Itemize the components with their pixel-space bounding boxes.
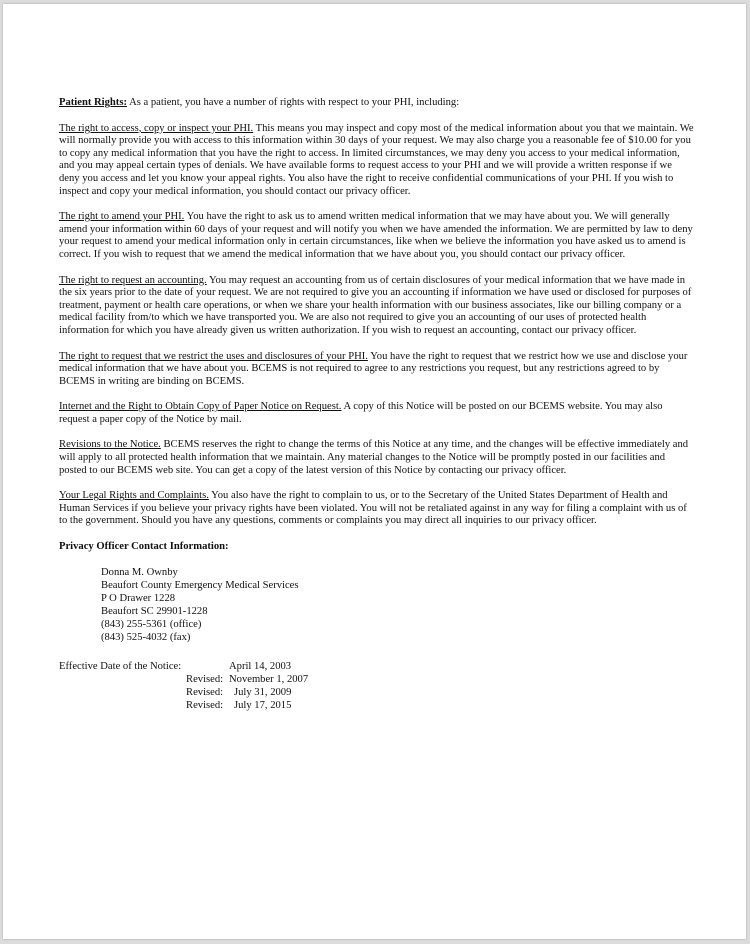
section-body: BCEMS reserves the right to change the terms of this Notice at any time, and the changes will be effective immediately and will apply to all protected health information that we maintain. Any material changes to the Notice will be promptly posted in our facilities and posted to our BCEMS web site. You can get a copy of the latest version of this Notice by contacting our privacy officer. — [59, 439, 689, 476]
section-title: The right to amend your PHI. — [59, 211, 185, 223]
section-amend — [59, 211, 695, 261]
section-access — [59, 123, 695, 199]
contact-phone-office: (843) 255-5361 (office) — [101, 618, 202, 630]
contact-address: P O Drawer 1228 — [101, 592, 176, 604]
patient-rights-intro — [59, 97, 695, 110]
section-body: A copy of this Notice will be posted on our BCEMS website. You may also request a paper copy of the Notice by mail. — [59, 401, 663, 425]
section-title: Your Legal Rights and Complaints. — [59, 490, 209, 502]
section-complaints — [59, 490, 695, 528]
patient-rights-label: Patient Rights: — [59, 97, 127, 108]
section-body: You have the right to request that we restrict how we use and disclose your medical information that we have about you. BCEMS is not required to agree to any restrictions you request, but any restrictions agreed to by BCEMS in writing are binding on BCEMS. — [59, 350, 688, 387]
document-page — [3, 4, 746, 939]
section-restrict — [59, 351, 695, 389]
section-title: The right to request that we restrict the uses and disclosures of your PHI. — [59, 350, 368, 362]
section-revisions — [59, 439, 695, 477]
section-title: The right to request an accounting. — [59, 274, 207, 286]
section-title: The right to access, copy or inspect your PHI. — [59, 122, 254, 134]
patient-rights-text: As a patient, you have a number of rights with respect to your PHI, including: — [129, 97, 460, 108]
revised-label: Revised: — [186, 699, 224, 711]
section-body: You have the right to ask us to amend written medical information that we may have about you. We will generally amend your information within 60 days of your request and will notify you when we have amended the information. We are permitted by law to deny your request to amend your medical information only in certain circumstances, like when we believe the information you have asked us to amend is correct. If you wish to request that we amend the medical information that we have about you, you should contact our privacy officer. — [59, 211, 693, 260]
revised-date: July 31, 2009 — [234, 686, 292, 698]
effective-dates — [59, 660, 695, 712]
contact-heading: Privacy Officer Contact Information: — [59, 541, 229, 553]
notice-content — [59, 97, 695, 712]
section-body: You may request an accounting from us of certain disclosures of your medical information that we have made in the six years prior to the date of your request. We are not required to give you an accounting if information we have used or disclosed for purposes of treatment, payment or health care operations, or when we share your health information with our business associates, like our billing company or a medical facility from/to which we have transported you. We are also not required to give you an accounting of our uses of protected health information for which you have already given us written authorization. If you wish to request an accounting, contact our privacy officer. — [59, 274, 692, 336]
revised-date: November 1, 2007 — [229, 673, 309, 685]
section-internet — [59, 401, 695, 426]
contact-phone-fax: (843) 525-4032 (fax) — [101, 631, 191, 643]
section-accounting — [59, 275, 695, 338]
section-body: You also have the right to complain to us, or to the Secretary of the United States Department of Health and Human Services if you believe your privacy rights have been violated. You will not be retaliated against in any way for filing a complaint with us of to the government. Should you have any questions, comments or complaints you may direct all inquiries to our privacy officer. — [59, 490, 687, 527]
contact-name: Donna M. Ownby — [101, 566, 178, 578]
contact-organization: Beaufort County Emergency Medical Services — [101, 579, 299, 591]
section-title: Revisions to the Notice. — [59, 439, 161, 451]
revised-date: July 17, 2015 — [234, 699, 292, 711]
revised-label: Revised: — [186, 686, 224, 698]
effective-date-value: April 14, 2003 — [229, 660, 292, 672]
contact-block — [101, 566, 695, 644]
revised-label: Revised: — [186, 673, 224, 685]
section-body: This means you may inspect and copy most of the medical information about you that we maintain. We will normally provide you with access to this information within 30 days of your request. We may also charge you a reasonable fee of $10.00 for you to copy any medical information that you have the right to access. In limited circumstances, we may deny you access to your medical information, and you may appeal certain types of denials. We have available forms to request access to your PHI and we will provide a written response if we deny you access and let you know your appeal rights. You also have the right to receive confidential communications of your PHI. If you wish to inspect and copy your medical information, you should contact our privacy officer. — [59, 122, 694, 197]
contact-city: Beaufort SC 29901-1228 — [101, 605, 208, 617]
effective-date-label: Effective Date of the Notice: — [59, 660, 182, 672]
section-title: Internet and the Right to Obtain Copy of Paper Notice on Request. — [59, 401, 342, 413]
